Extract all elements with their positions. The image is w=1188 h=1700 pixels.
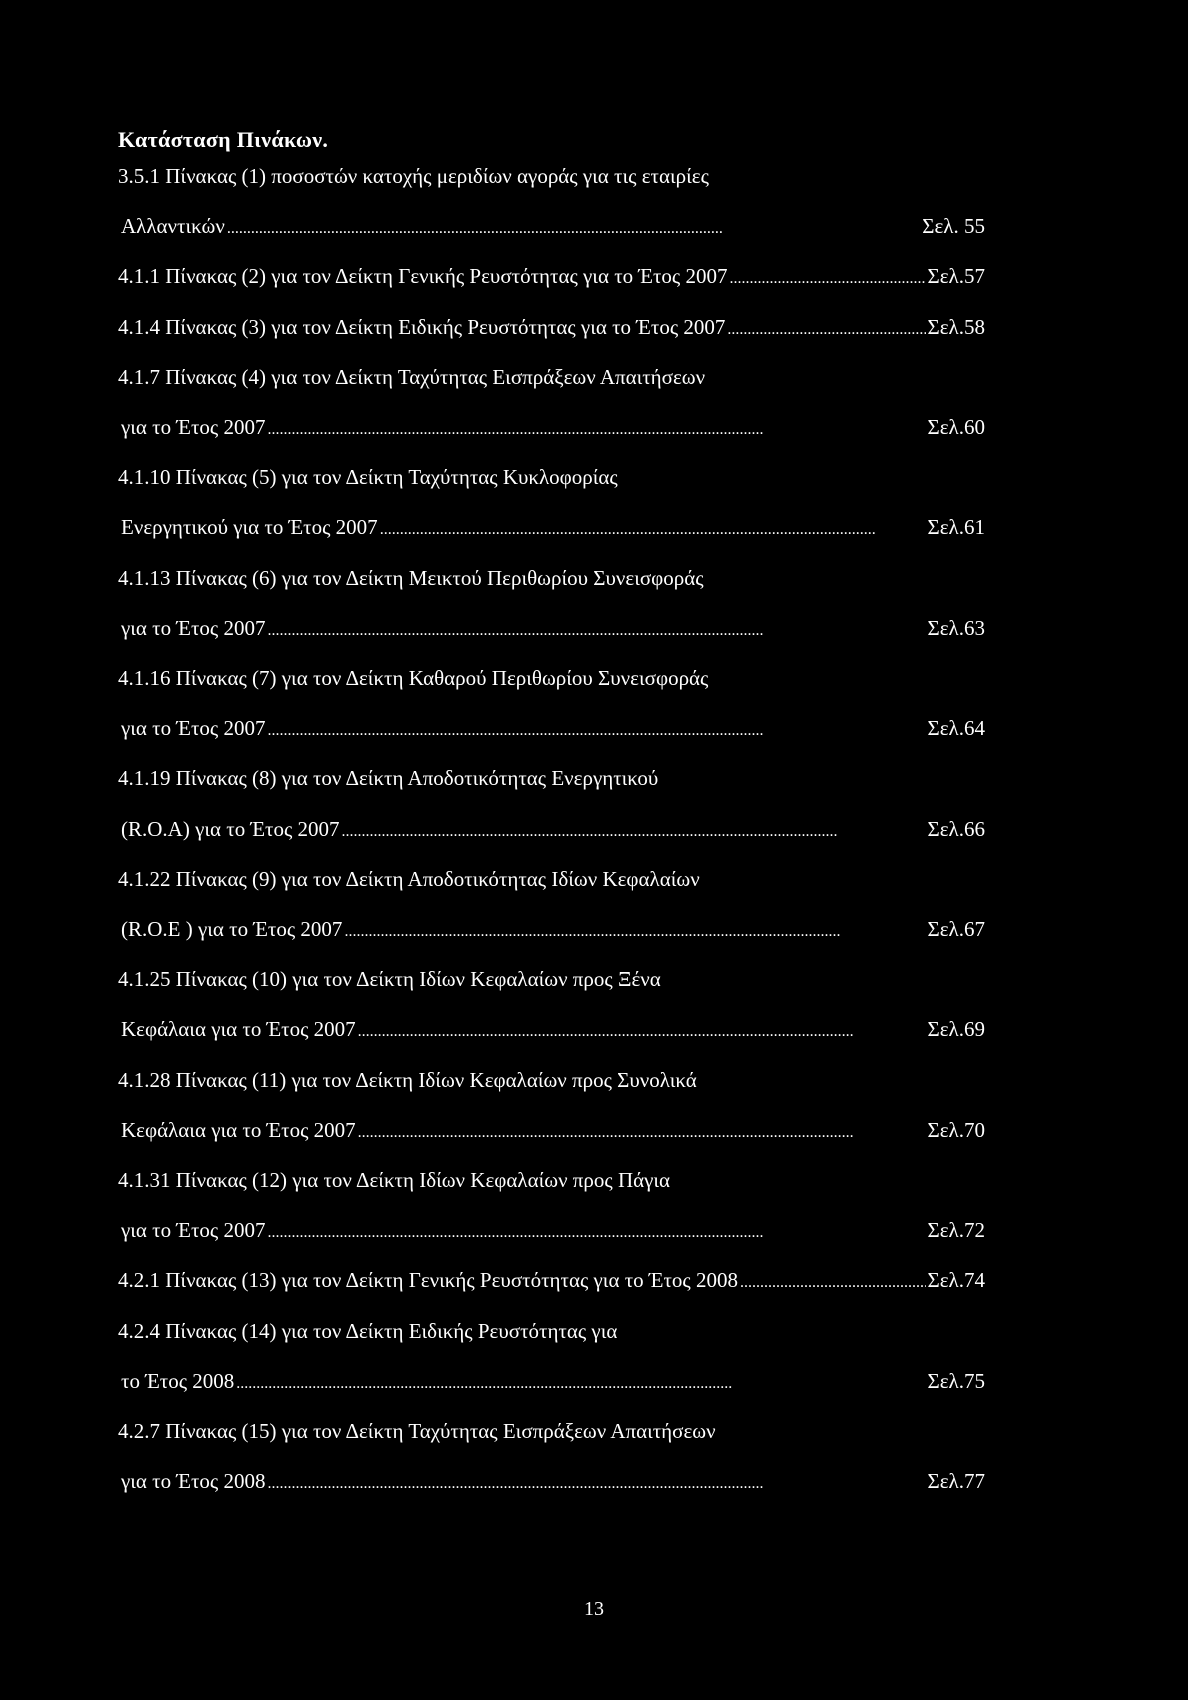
- toc-entry-text: 4.1.31 Πίνακας (12) για τον Δείκτη Ιδίων Κεφαλαίων προς Πάγια: [118, 1168, 671, 1192]
- toc-entry: [118, 465, 618, 499]
- page-heading: Κατάσταση Πινάκων.: [118, 127, 329, 152]
- toc-entry-page: Σελ.67: [927, 917, 985, 941]
- toc-entry: [118, 1268, 985, 1302]
- toc-entry-page: Σελ. 55: [922, 214, 985, 239]
- dot-leader: [740, 1268, 926, 1293]
- toc-entry-text: 4.1.10 Πίνακας (5) για τον Δείκτη Ταχύτητας Κυκλοφορίας: [118, 465, 618, 490]
- toc-entry-page: Σελ.57: [927, 264, 985, 289]
- toc-entry-page: Σελ.61: [927, 515, 985, 540]
- dot-leader: [267, 716, 925, 741]
- toc-entry-text: 4.2.7 Πίνακας (15) για τον Δείκτη Ταχύτητας Εισπράξεων Απαιτήσεων: [118, 1419, 716, 1443]
- toc-entry: [121, 1369, 985, 1403]
- toc-entry-text: για το Έτος 2007: [121, 1218, 266, 1243]
- toc-entry-page: Σελ.72: [927, 1218, 985, 1243]
- toc-entry-page: Σελ.74: [927, 1268, 985, 1293]
- toc-entry: [118, 566, 704, 600]
- toc-entry-text: (R.O.E ) για το Έτος 2007: [121, 917, 343, 941]
- dot-leader: [267, 1469, 925, 1494]
- toc-entry: [118, 1419, 716, 1453]
- toc-entry-text: 4.1.7 Πίνακας (4) για τον Δείκτη Ταχύτητας Εισπράξεων Απαιτήσεων: [118, 364, 706, 389]
- toc-entry-text: το Έτος 2008: [121, 1368, 235, 1393]
- toc-entry-text: 4.1.13 Πίνακας (6) για τον Δείκτη Μεικτού Περιθωρίου Συνεισφοράς: [118, 565, 704, 590]
- toc-entry: [121, 616, 985, 650]
- toc-entry: [118, 1168, 670, 1202]
- toc-entry-text: 4.1.22 Πίνακας (9) για τον Δείκτη Αποδοτικότητας Ιδίων Κεφαλαίων: [118, 866, 700, 891]
- toc-entry: [121, 917, 985, 951]
- toc-entry-text: 4.1.16 Πίνακας (7) για τον Δείκτη Καθαρού Περιθωρίου Συνεισφοράς: [118, 666, 709, 690]
- toc-entry-page: Σελ.64: [927, 716, 985, 741]
- toc-entry-page: Σελ.63: [927, 615, 985, 640]
- toc-entry-page: Σελ.69: [927, 1017, 985, 1042]
- dot-leader: [344, 917, 925, 942]
- dot-leader: [267, 616, 925, 641]
- toc-entry: [121, 214, 985, 248]
- toc-entry-text: Κεφάλαια για το Έτος 2007: [121, 1117, 356, 1142]
- toc-entry: [118, 867, 700, 901]
- toc-entry-text: για το Έτος 2007: [121, 615, 266, 640]
- toc-entry: [121, 1118, 985, 1152]
- toc-entry-text: 4.2.1 Πίνακας (13) για τον Δείκτη Γενικής Ρευστότητας για το Έτος 2008: [118, 1268, 738, 1293]
- toc-entry-text: για το Έτος 2008: [121, 1469, 266, 1494]
- toc-entry-page: Σελ.60: [927, 415, 985, 439]
- page-number: 13: [584, 1598, 604, 1620]
- toc-entry-text: Ενεργητικού για το Έτος 2007: [121, 515, 378, 540]
- toc-entry: [118, 1319, 617, 1353]
- toc-entry-page: Σελ.58: [927, 314, 985, 339]
- toc-entry: [118, 766, 658, 800]
- dot-leader: [380, 515, 926, 540]
- toc-entry-page: Σελ.66: [927, 816, 985, 841]
- dot-leader: [227, 214, 920, 239]
- toc-entry-text: 4.1.4 Πίνακας (3) για τον Δείκτη Ειδικής Ρευστότητας για το Έτος 2007: [118, 314, 726, 339]
- dot-leader: [267, 415, 925, 440]
- toc-entry-page: Σελ.70: [927, 1117, 985, 1142]
- toc-entry-page: Σελ.77: [927, 1469, 985, 1494]
- dot-leader: [358, 1017, 926, 1042]
- toc-entry-text: για το Έτος 2007: [121, 415, 266, 439]
- dot-leader: [236, 1369, 925, 1394]
- toc-entry: [118, 666, 708, 700]
- dot-leader: [267, 1218, 925, 1243]
- toc-entry: [121, 817, 985, 851]
- toc-entry-text: Αλλαντικών: [121, 214, 225, 239]
- toc-entry-text: 4.1.19 Πίνακας (8) για τον Δείκτη Αποδοτικότητας Ενεργητικού: [118, 766, 659, 791]
- toc-entry: [121, 415, 985, 449]
- toc-entry: [121, 515, 985, 549]
- toc-entry-text: για το Έτος 2007: [121, 716, 266, 741]
- toc-entry: [118, 315, 985, 349]
- toc-entry: [118, 365, 705, 399]
- toc-entry: [118, 1068, 697, 1102]
- toc-entry: [121, 716, 985, 750]
- dot-leader: [727, 315, 925, 340]
- dot-leader: [729, 264, 925, 289]
- toc-entry-text: (R.O.A) για το Έτος 2007: [121, 816, 340, 841]
- toc-entry-text: 3.5.1 Πίνακας (1) ποσοστών κατοχής μεριδίων αγοράς για τις εταιρίες: [118, 164, 709, 188]
- dot-leader: [358, 1118, 926, 1143]
- toc-entry: [118, 264, 985, 298]
- toc-entry: [121, 1017, 985, 1051]
- toc-entry-text: 4.1.1 Πίνακας (2) για τον Δείκτη Γενικής Ρευστότητας για το Έτος 2007: [118, 264, 728, 289]
- toc-entry: [118, 967, 661, 1001]
- toc-entry: [121, 1469, 985, 1503]
- toc-entry-page: Σελ.75: [927, 1368, 985, 1393]
- dot-leader: [342, 817, 926, 842]
- toc-entry: [118, 164, 709, 198]
- toc-entry-text: 4.1.25 Πίνακας (10) για τον Δείκτη Ιδίων Κεφαλαίων προς Ξένα: [118, 967, 661, 992]
- toc-entry-text: 4.2.4 Πίνακας (14) για τον Δείκτη Ειδικής Ρευστότητας για: [118, 1318, 618, 1343]
- toc-entry-text: 4.1.28 Πίνακας (11) για τον Δείκτη Ιδίων Κεφαλαίων προς Συνολικά: [118, 1067, 697, 1092]
- toc-entry-text: Κεφάλαια για το Έτος 2007: [121, 1017, 356, 1042]
- toc-entry: [121, 1218, 985, 1252]
